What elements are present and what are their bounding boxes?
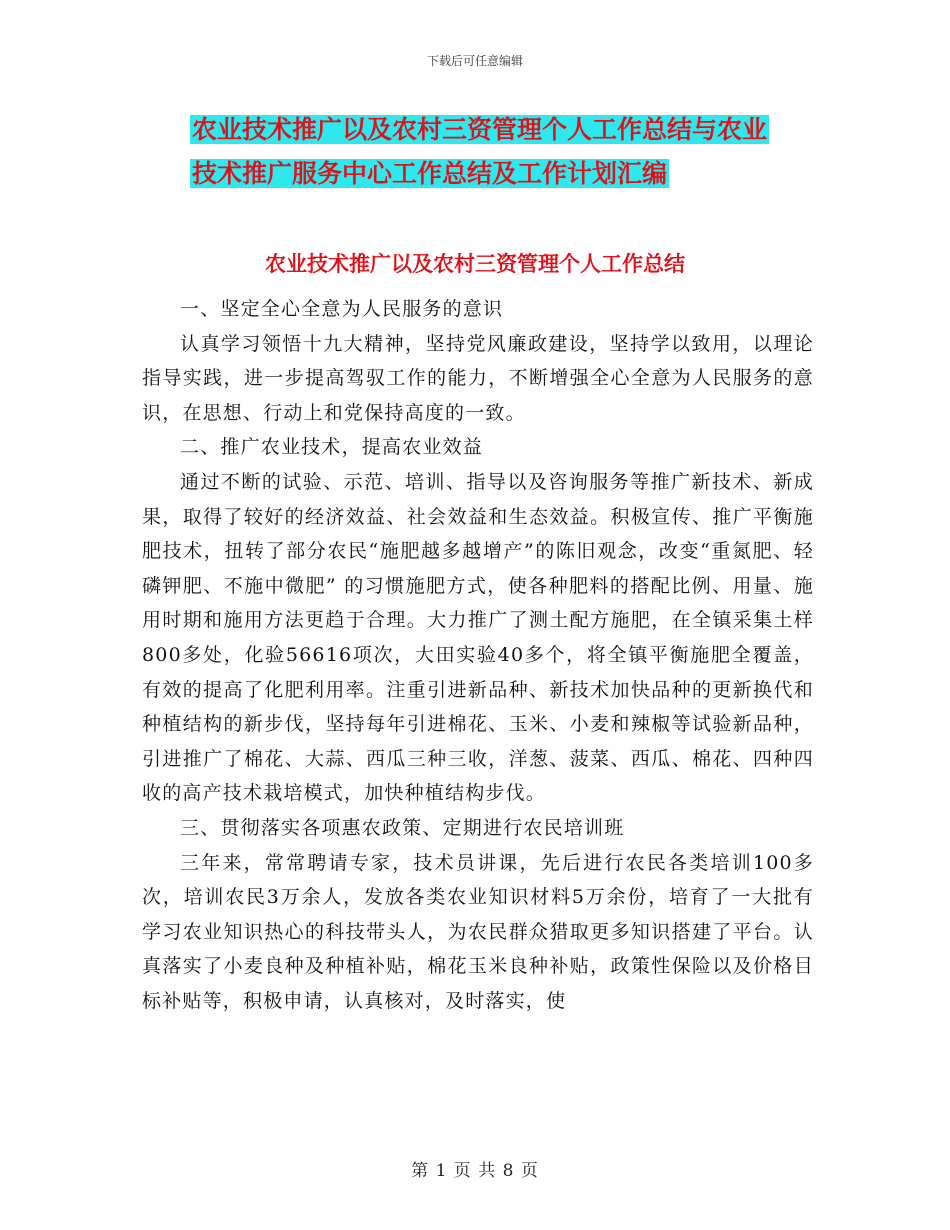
document-title-line-1	[190, 112, 870, 148]
heading-2: 二、推广农业技术，提高农业效益	[180, 436, 484, 459]
document-title-highlight-1: 农业技术推广以及农村三资管理个人工作总结与农业	[192, 115, 768, 144]
document-body	[142, 292, 814, 1018]
heading-1: 一、坚定全心全意为人民服务的意识	[180, 298, 504, 320]
paragraph-3: 三年来，常常聘请专家，技术员讲课，先后进行农民各类培训100多次，培训农民3万余人，发放各类农业知识材料5万余份，培育了一大批有学习农业知识热心的科技带头人，为农民群众猎取更多知识搭建了平台。认真落实了小麦良种及种植补贴，棉花玉米良种补贴，政策性保险以及价格目标补贴等，积极申请，认真核对，及时落实，使	[142, 851, 814, 1012]
paragraph-2: 通过不断的试验、示范、培训、指导以及咨询服务等推广新技术、新成果，取得了较好的经济效益、社会效益和生态效益。积极宣传、推广平衡施肥技术，扭转了部分农民“施肥越多越增产”的陈旧观念，改变“重氮肥、轻磷钾肥、不施中微肥” 的习惯施肥方式，使各种肥料的搭配比例、用量、施用时期和施用方法更趋于合理。大力推广了测土配方施肥，在全镇采集土样800多处，化验56616项次，大田实验40多个，将全镇平衡施肥全覆盖，有效的提高了化肥利用率。注重引进新品种、新技术加快品种的更新换代和种植结构的新步伐，坚持每年引进棉花、玉米、小麦和辣椒等试验新品种，引进推广了棉花、大蒜、西瓜三种三收，洋葱、菠菜、西瓜、棉花、四种四收的高产技术栽培模式，加快种植结构步伐。	[142, 470, 814, 805]
paragraph-1: 认真学习领悟十九大精神，坚持党风廉政建设，坚持学以致用，以理论指导实践，进一步提高驾驭工作的能力，不断增强全心全意为人民服务的意识，在思想、行动上和党保持高度的一致。	[142, 332, 814, 424]
heading-3: 三、贯彻落实各项惠农政策、定期进行农民培训班	[180, 816, 625, 839]
document-title-highlight-2: 技术推广服务中心工作总结及工作计划汇编	[192, 159, 668, 188]
page-header: 下载后可任意编辑	[426, 54, 523, 68]
page-footer: 第 1 页 共 8 页	[411, 1161, 539, 1181]
section-title: 农业技术推广以及农村三资管理个人工作总结	[265, 252, 685, 276]
document-title-line-2	[190, 156, 870, 192]
